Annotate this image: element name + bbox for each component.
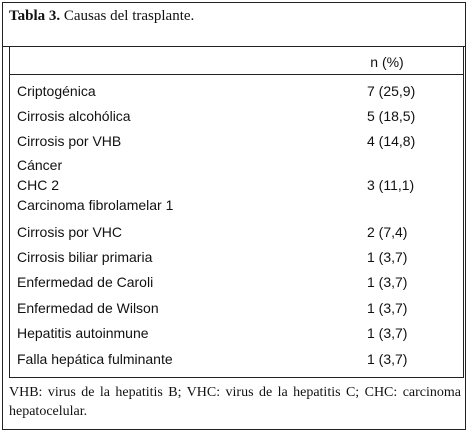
row-label: Cirrosis biliar primaria [17,249,153,265]
row-value: 3 (11,1) [367,177,415,193]
row-value: 4 (14,8) [367,133,416,149]
row-label-multiline [17,155,173,215]
row-label: Criptogénica [17,83,96,99]
row-value: 5 (18,5) [367,108,416,124]
row-label: Enfermedad de Caroli [17,274,154,290]
table-number: Tabla 3. [9,8,61,24]
table-caption: Causas del trasplante. [63,8,195,24]
row-value: 1 (3,7) [367,249,408,265]
row-value: 1 (3,7) [367,300,408,316]
row-label: Cirrosis por VHB [17,133,122,149]
row-value: 1 (3,7) [367,274,408,290]
row-label-line: Cáncer [17,157,63,173]
row-label: Cirrosis alcohólica [17,108,131,124]
data-table [9,47,464,378]
row-label: Hepatitis autoinmune [17,325,149,341]
row-value: 7 (25,9) [367,83,416,99]
row-label-line: Carcinoma fibrolamelar 1 [17,197,174,213]
row-label-line: CHC 2 [17,177,60,193]
row-value: 1 (3,7) [367,325,408,341]
row-value: 1 (3,7) [367,351,408,367]
table-header-row [10,47,463,75]
row-label: Enfermedad de Wilson [17,300,159,316]
table-footnote: VHB: virus de la hepatitis B; VHC: virus de la hepatitis C; CHC: carcinoma hepatocelular. [9,385,461,419]
row-label: Falla hepática fulminante [17,351,173,367]
table-title [3,3,465,47]
table-frame [2,2,466,430]
row-label: Cirrosis por VHC [17,224,123,240]
row-value: 2 (7,4) [367,224,408,240]
column-header-n-percent: n (%) [370,54,404,70]
